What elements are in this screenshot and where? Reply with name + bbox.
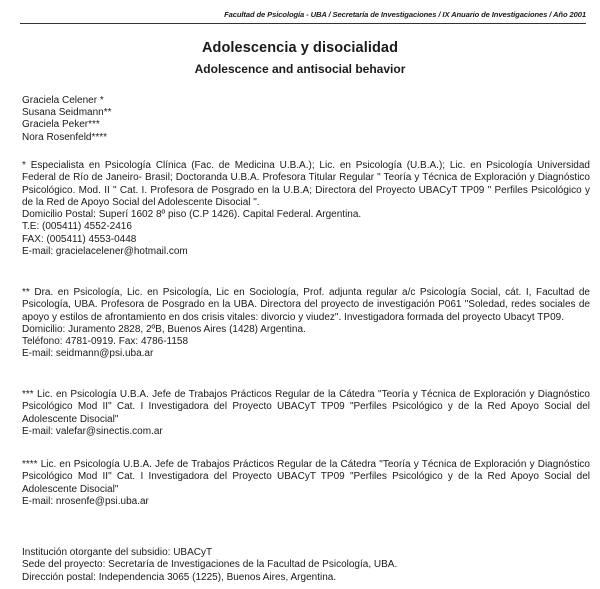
email-address: E-mail: gracielacelener@hotmail.com <box>22 246 188 258</box>
author-name: Susana Seidmann** <box>22 107 112 119</box>
postal-address: Dirección postal: Independencia 3065 (1225), Buenos Aires, Argentina. <box>22 571 337 583</box>
affiliation-note-1 <box>22 160 590 258</box>
article-title: Adolescencia y disocialidad <box>201 40 399 56</box>
running-header <box>20 9 586 24</box>
affiliation-text: **** Lic. en Psicología U.B.A. Jefe de Trabajos Prácticos Regular de la Cátedra "Teoría y Técnica de Exploración y Diagnóstico Psicológico Mod II" Cat. I Investigadora del Proyecto UBACyT TP09 "Perfiles Psicológico y de la Red Apoyo Social del Adolescente Disocial" <box>22 459 590 495</box>
email-address: E-mail: seidmann@psi.uba.ar <box>22 348 154 360</box>
phone-number: Teléfono: 4781-0919. Fax: 4786-1158 <box>22 336 189 348</box>
project-seat: Sede del proyecto: Secretaría de Investigaciones de la Facultad de Psicología, UBA. <box>22 559 398 571</box>
email-address: E-mail: valefar@sinectis.com.ar <box>22 425 163 437</box>
author-name: Graciela Peker*** <box>22 119 100 131</box>
funding-institution: Institución otorgante del subsidio: UBACyT <box>22 547 213 558</box>
running-head-text: Facultad de Psicología - UBA / Secretaría de Investigaciones / IX Anuario de Investigaciones / Año 2001 <box>224 10 586 19</box>
affiliation-text: * Especialista en Psicología Clínica (Fac. de Medicina U.B.A.); Lic. en Psicología (U.B.A.); Lic. en Psicología Universidad Federal de Río de Janeiro- Brasil; Doctoranda U.B.A. Profesora Titular Regular " Teoría y Técnica de Exploración y Diagnóstico Psicológico. Mod. II " Cat. I. Profesora de Posgrado en la U.B.A; Directora del Proyecto UBACyT TP09 " Perfiles Psicológico y de la Red de Apoyo Social del Adolescente Disocial ". <box>22 160 590 208</box>
funding-info <box>22 547 590 584</box>
affiliation-note-3 <box>22 389 590 438</box>
postal-address: Domicilio Postal: Superí 1602 8º piso (C.P 1426). Capital Federal. Argentina. <box>22 209 362 221</box>
author-name: Nora Rosenfeld**** <box>22 131 108 143</box>
affiliation-note-2 <box>22 287 590 361</box>
phone-number: T.E: (005411) 4552-2416 <box>22 221 132 233</box>
affiliation-text: ** Dra. en Psicología, Lic. en Psicología, Lic en Sociología, Prof. adjunta regular a/c Psicología Social, cát. I, Facultad de Psicología, UBA. Profesora de Posgrado en la UBA. Directora del proyecto de investigación P061 "Soledad, redes sociales de apoyo y estilos de afrontamiento en dos crisis vitales: divorcio y viudez". Investigadora formada del proyecto Ubacyt TP09. <box>22 287 590 323</box>
affiliation-note-4 <box>22 459 590 508</box>
author-name: Graciela Celener * <box>22 95 104 106</box>
fax-number: FAX: (005411) 4553-0448 <box>22 233 137 245</box>
email-address: E-mail: nrosenfe@psi.uba.ar <box>22 495 149 507</box>
article-subtitle: Adolescence and antisocial behavior <box>194 62 406 76</box>
postal-address: Domicilio: Juramento 2828, 2ºB, Buenos Aires (1428) Argentina. <box>22 323 306 335</box>
author-list <box>22 95 112 144</box>
affiliation-text: *** Lic. en Psicología U.B.A. Jefe de Trabajos Prácticos Regular de la Cátedra "Teoría y Técnica de Exploración y Diagnóstico Psicológico Mod II" Cat. I Investigadora del Proyecto UBACyT TP09 "Perfiles Psicológico y de la Red Apoyo Social del Adolescente Disocial" <box>22 389 590 425</box>
